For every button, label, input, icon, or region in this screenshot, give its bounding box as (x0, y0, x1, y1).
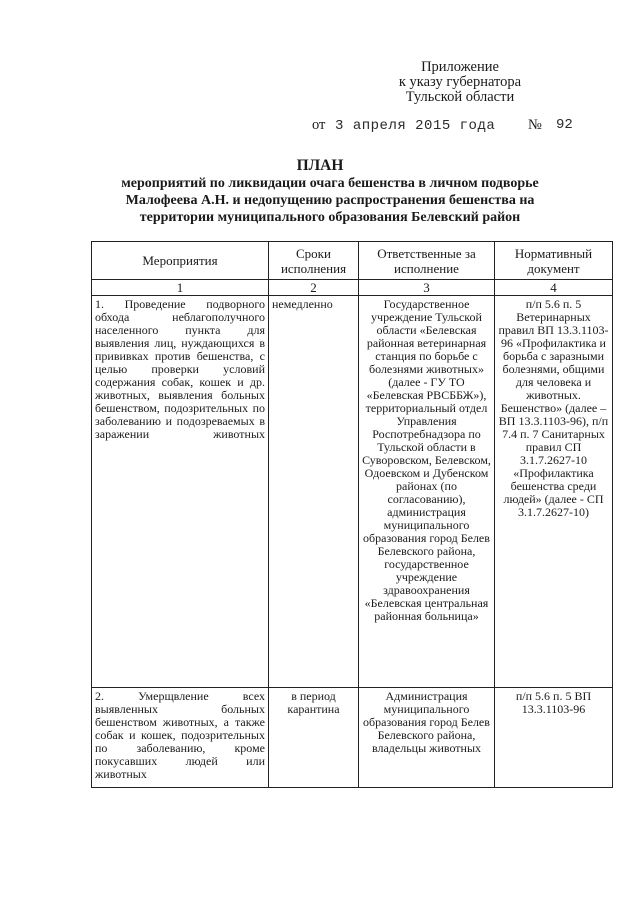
deadline-cell: немедленно (269, 296, 359, 688)
date-prefix: от (312, 117, 326, 133)
measure-cell: 1. Проведение подворного обхода неблагополучного населенного пункта для выявления лиц, нуждающихся в прививках против бешенства, с целью проверки условий содержания собак, кошек и др. животных, выявления больных бешенством, подозрительных по заболеванию и подозреваемых в заражении животных (92, 296, 269, 688)
column-header: Ответственные за исполнение (359, 242, 495, 280)
number-value: 92 (556, 117, 573, 133)
table-row (92, 296, 613, 688)
measure-cell: 2. Умерщвление всех выявленных больных бешенством животных, а также собак и кошек, подозрительных по заболеванию, кроме покусавших людей или животных (92, 688, 269, 788)
appendix-line: Приложение (421, 59, 499, 75)
plan-table (91, 241, 613, 788)
document-subtitle: мероприятий по ликвидации очага бешенства в личном подворье Малофеева А.Н. и недопущению распространения бешенства на территории муниципального образования Белевский район (121, 176, 539, 225)
document-cell: п/п 5.6 п. 5 Ветеринарных правил ВП 13.3.1103-96 «Профилактика и борьба с заразными болезнями, общими для человека и животных. Бешенство» (далее – ВП 13.3.1103-96), п/п 7.4 п. 7 Санитарных правил СП 3.1.7.2627-10 «Профилактика бешенства среди людей» (далее - СП 3.1.7.2627-10) (495, 296, 613, 688)
document-title: ПЛАН (296, 157, 344, 174)
number-label: № (528, 117, 542, 133)
appendix-line: Тульской области (405, 89, 515, 105)
document-cell: п/п 5.6 п. 5 ВП 13.3.1103-96 (495, 688, 613, 788)
column-number-row (92, 280, 613, 296)
deadline-cell: в период карантина (269, 688, 359, 788)
column-header: Нормативный документ (495, 242, 613, 280)
date-value: 3 апреля 2015 года (335, 118, 496, 134)
column-number: 1 (92, 280, 269, 296)
column-header: Сроки исполнения (269, 242, 359, 280)
table-row (92, 688, 613, 788)
appendix-block (370, 60, 550, 105)
appendix-line: к указу губернатора (398, 74, 522, 90)
table-header-row (92, 242, 613, 280)
responsible-cell: Администрация муниципального образования город Белев Белевского района, владельцы животных (359, 688, 495, 788)
decree-date-line (312, 117, 602, 134)
column-number: 2 (269, 280, 359, 296)
responsible-cell: Государственное учреждение Тульской области «Белевская районная ветеринарная станция по борьбе с болезнями животных» (далее - ГУ ТО «Белевская РВСББЖ»), территориальный отдел Управления Роспотребнадзора по Тульской области в Суворовском, Белевском, Одоевском и Дубенском районах (по согласованию), администрация муниципального образования город Белев Белевского района, государственное учреждение здравоохранения «Белевская центральная районная больница» (359, 296, 495, 688)
column-header: Мероприятия (92, 242, 269, 280)
column-number: 4 (495, 280, 613, 296)
column-number: 3 (359, 280, 495, 296)
